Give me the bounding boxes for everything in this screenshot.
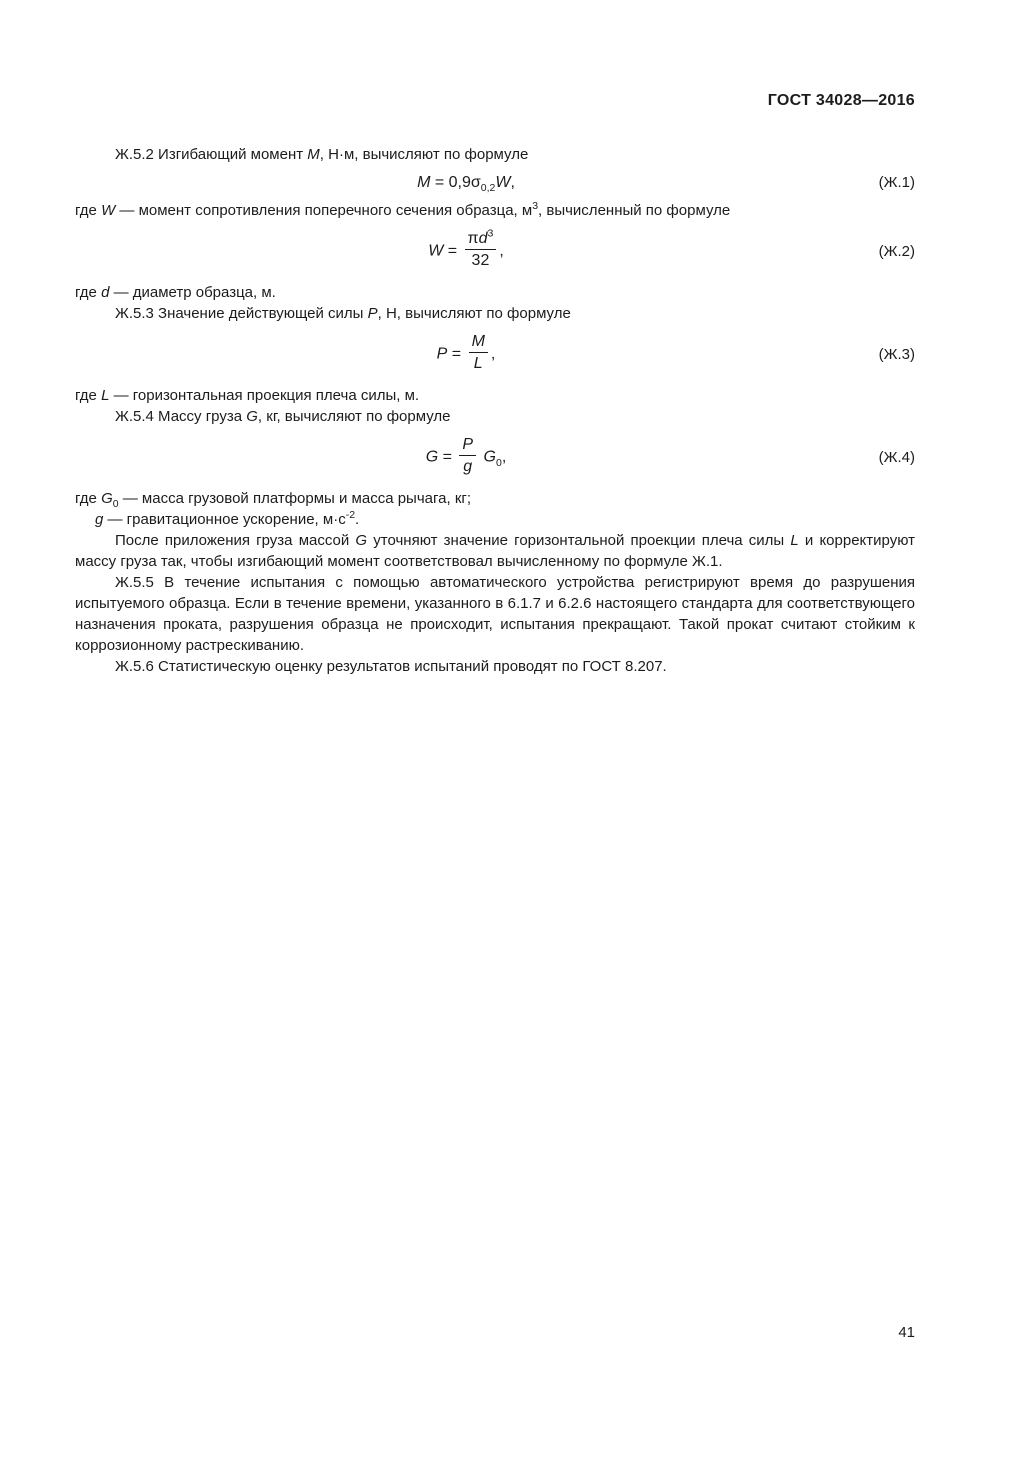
clause-zh53: Ж.5.3 Значение действующей силы P, Н, вычисляют по формуле xyxy=(115,305,571,322)
definition-g0: где $G_0$ — масса грузовой платформы и масса рычага, кг; xyxy=(75,490,472,510)
definition-g: g — гравитационное ускорение, $м\cdot с^{-2}$. xyxy=(95,509,360,528)
formula-zh4-row xyxy=(75,437,915,478)
formula-zh2-row xyxy=(75,227,915,272)
formula-zh4: G = $\frac{P}{g}$ $G_0$, xyxy=(425,436,507,475)
formula-zh3-row xyxy=(75,334,915,375)
paragraph-after-load: После приложения груза массой G уточняют значение горизонтальной проекции плеча силы L и корректируют массу груза так, чтобы изгибающий момент соответствовал вычисленному по формуле Ж.1. xyxy=(75,532,915,570)
formula-zh1: $M = 0,9\sigma_{0,2}W$, xyxy=(417,174,515,195)
clause-zh52: Ж.5.2 Изгибающий момент M, Н·м, вычисляют по формуле xyxy=(115,146,529,163)
page-number: 41 xyxy=(898,1324,915,1341)
formula-zh4-number: (Ж.4) xyxy=(878,449,915,466)
formula-zh3: P = $\frac{M}{L}$ , xyxy=(436,333,496,372)
document-body xyxy=(75,144,915,677)
clause-zh54: Ж.5.4 Массу груза G, кг, вычисляют по формуле xyxy=(115,408,451,425)
formula-zh2-number: (Ж.2) xyxy=(878,243,915,260)
formula-zh3-number: (Ж.3) xyxy=(878,346,915,363)
clause-zh56: Ж.5.6 Статистическую оценку результатов испытаний проводят по ГОСТ 8.207. xyxy=(115,658,667,675)
formula-zh2: W = $\frac{\pi d^3}{32}$ , xyxy=(428,227,504,269)
clause-zh55: Ж.5.5 В течение испытания с помощью автоматического устройства регистрируют время до разрушения испытуемого образца. Если в течение времени, указанного в 6.1.7 и 6.2.6 настоящего стандарта для соответствующего назначения проката, разрушения образца не происходит, испытания прекращают. Такой прокат считают стойким к коррозионному растрескиванию. xyxy=(75,574,915,654)
formula-zh1-number: (Ж.1) xyxy=(878,174,915,191)
formula-zh1-row xyxy=(75,172,915,193)
definition-w: где W — момент сопротивления поперечного сечения образца, $м^3$, вычисленный по формуле xyxy=(75,200,731,219)
definition-l: где L — горизонтальная проекция плеча силы, м. xyxy=(75,387,420,404)
running-header-standard-number: ГОСТ 34028—2016 xyxy=(767,92,915,109)
definition-d: где d — диаметр образца, м. xyxy=(75,284,276,301)
